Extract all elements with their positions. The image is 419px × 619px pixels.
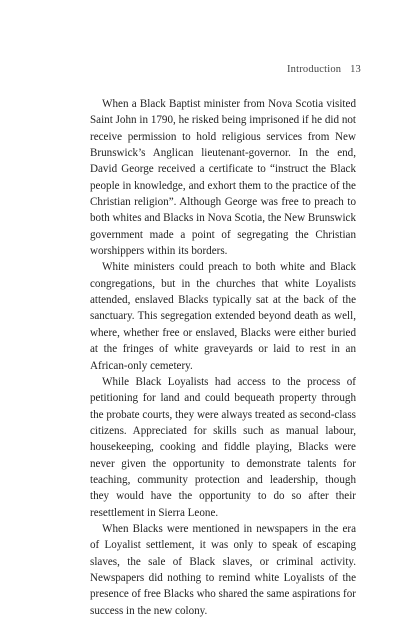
- paragraph: When Blacks were mentioned in newspapers in the era of Loyalist settlement, it was only to speak of escaping slaves, the sale of Black slaves, or criminal activity. Newspapers did nothing to remind white Loyalists of the presence of free Blacks who shared the same aspirations for success in the new colony.: [90, 522, 356, 617]
- section-title: Introduction: [286, 64, 342, 75]
- paragraph: White ministers could preach to both white and Black congregations, but in the churches that white Loyalists attended, enslaved Blacks typically sat at the back of the sanctuary. This segregation extended beyond death as well, where, whether free or enslaved, Blacks were either buried at the fringes of white graveyards or laid to rest in an African-only cemetery.: [90, 261, 356, 372]
- running-head: [287, 64, 361, 75]
- paragraph: While Black Loyalists had access to the process of petitioning for land and could bequeath property through the probate courts, they were always treated as second-class citizens. Appreciated for skills such as manual labour, housekeeping, cooking and fiddle playing, Blacks were never given the opportunity to demonstrate talents for teaching, community protection and leadership, though they would have the opportunity to do so after their resettlement in Sierra Leone.: [90, 375, 356, 519]
- page-number: 13: [350, 64, 361, 75]
- paragraph: When a Black Baptist minister from Nova Scotia visited Saint John in 1790, he risked being imprisoned if he did not receive permission to hold religious services from New Brunswick’s Anglican lieutenant-governor. In the end, David George received a certificate to “instruct the Black people in knowledge, and exhort them to the practice of the Christian religion”. Although George was free to preach to both whites and Blacks in Nova Scotia, the New Brunswick government made a point of segregating the Christian worshippers within its borders.: [90, 98, 356, 258]
- body-text: [90, 96, 356, 619]
